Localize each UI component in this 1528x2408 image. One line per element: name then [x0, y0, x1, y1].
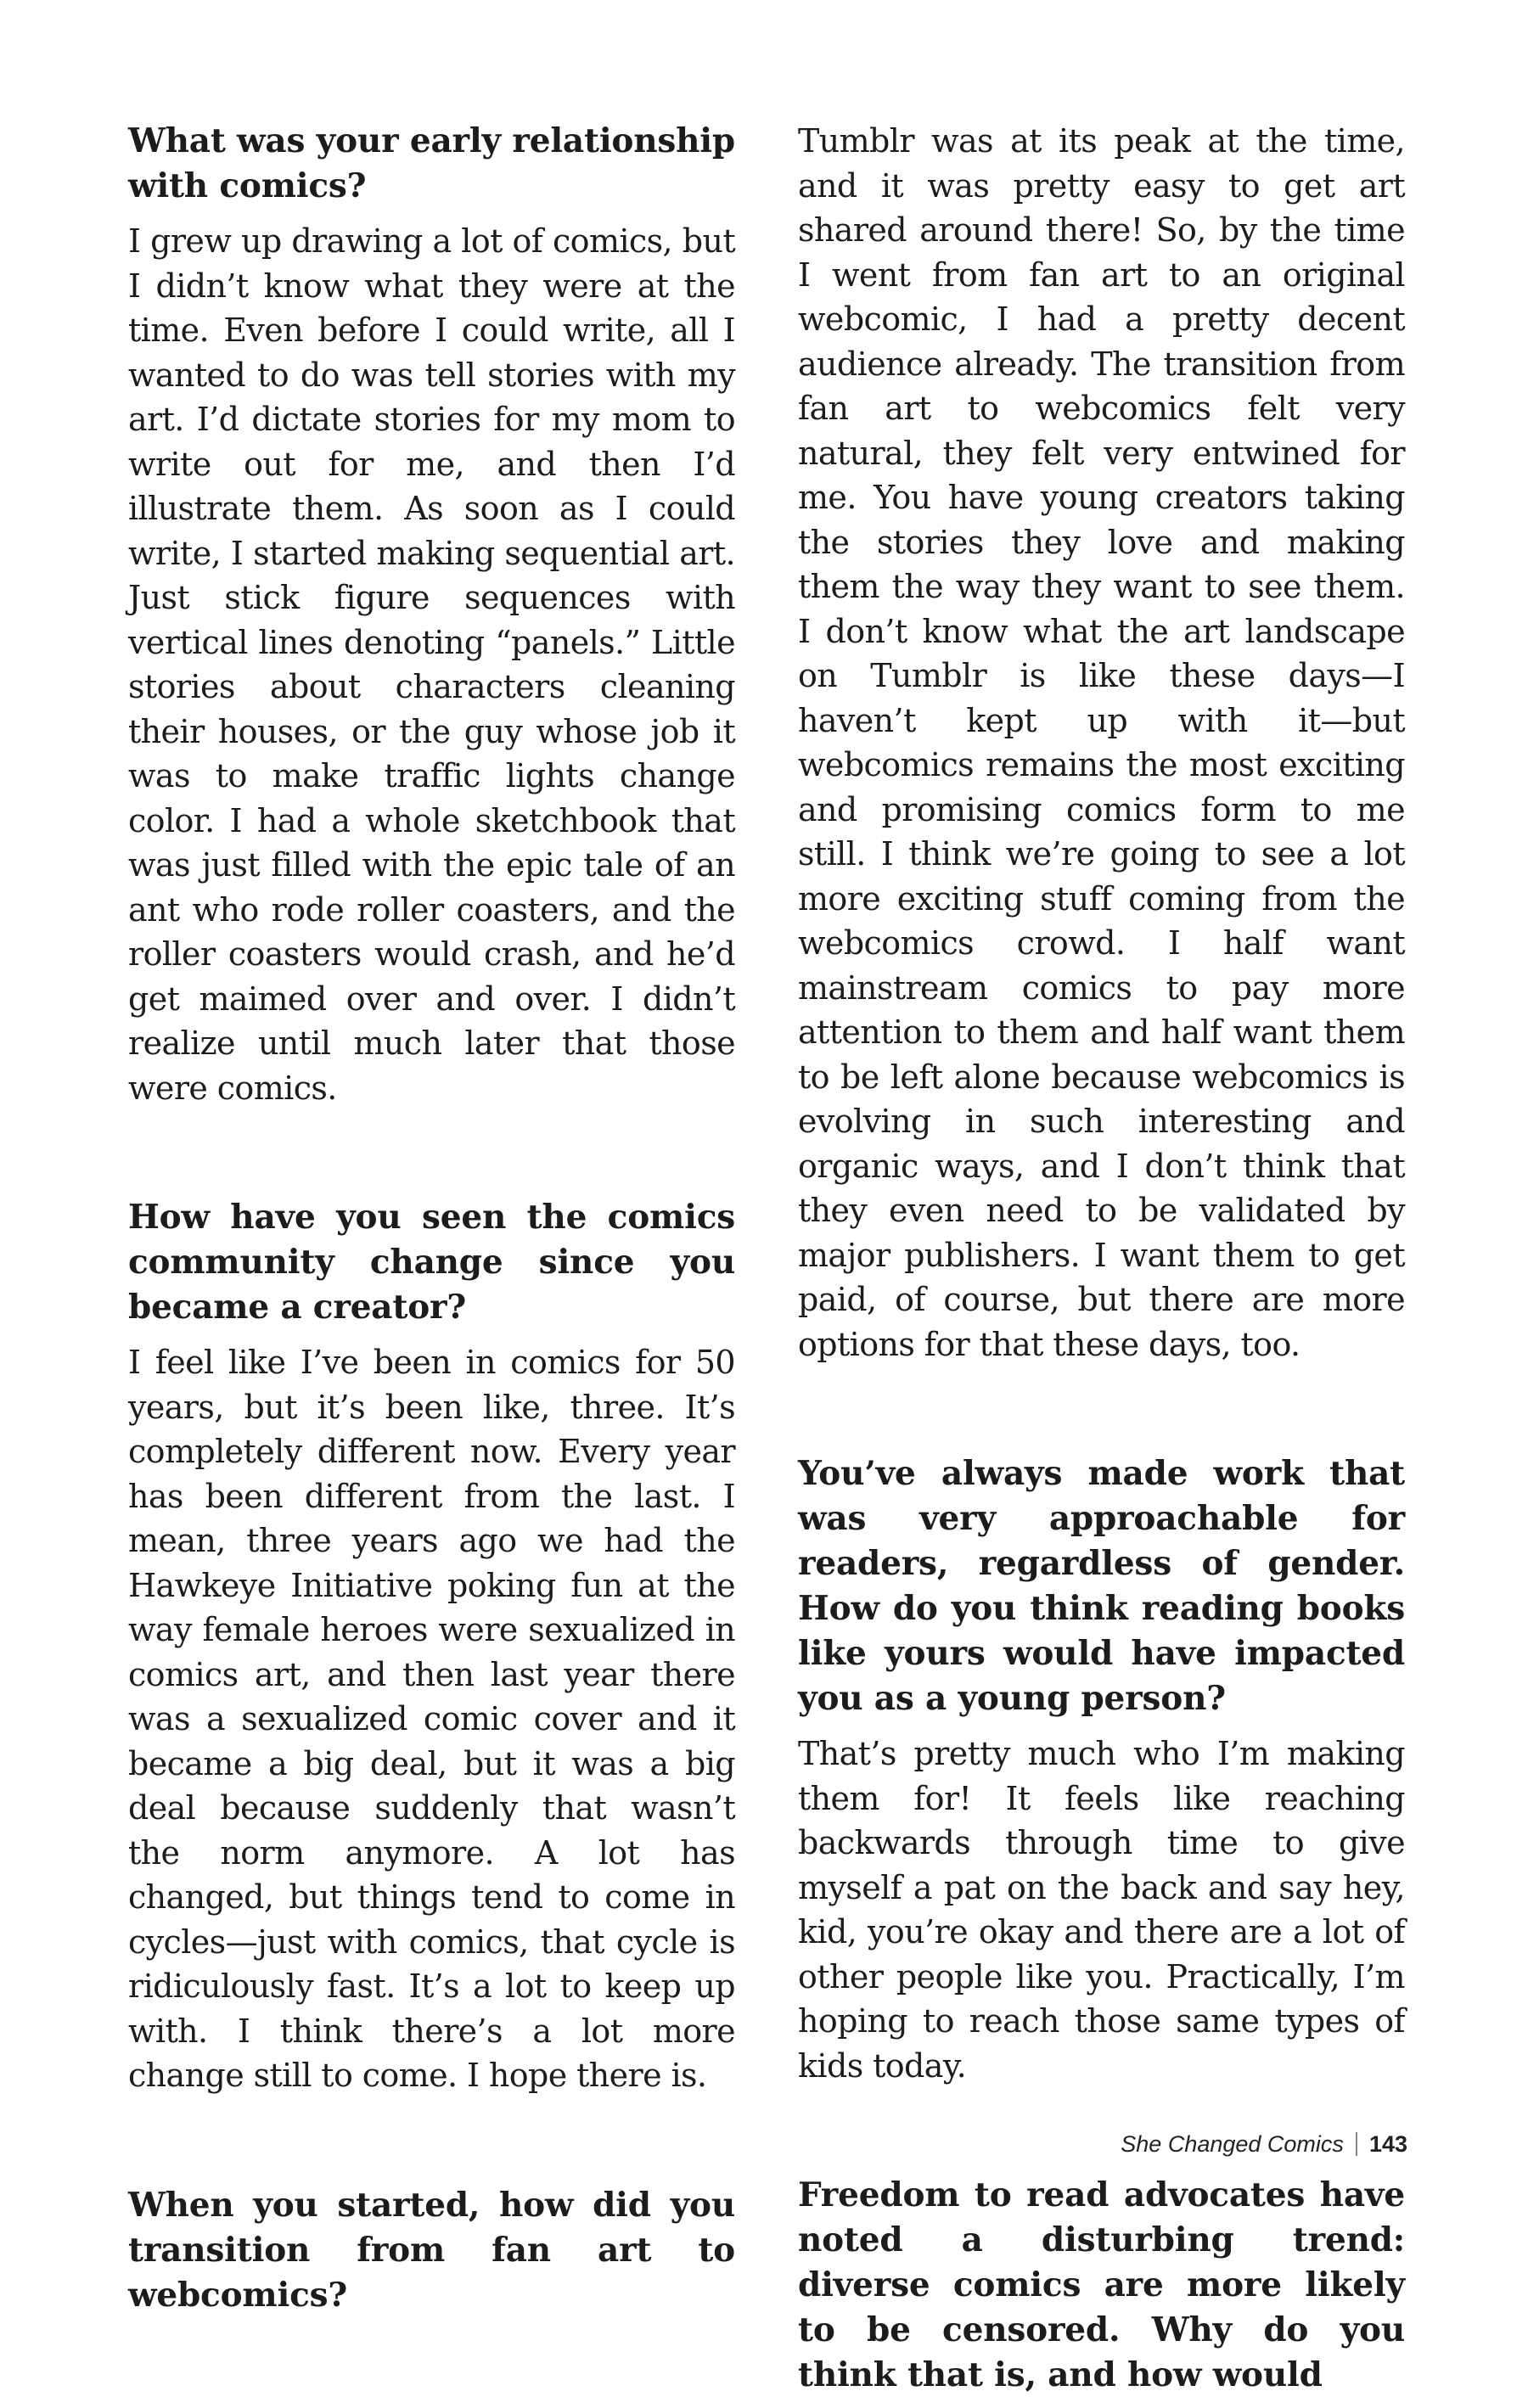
question-freedom-to-read: Freedom to read advocates have noted a disturbing trend: diverse comics are more likely to be censored. Why do you think that is, and how would: [798, 2175, 1405, 2394]
section-gap: [128, 1110, 735, 1195]
answer-fan-art-transition: Tumblr was at its peak at the time, and it was pretty easy to get art shared around there! So, by the time I went from fan art to an original webcomic, I had a pretty decent audience already. The transition from fan art to webcomics felt very natural, they felt very entwined for me. You have young creators taking the stories they love and making them the way they want to see them. I don’t know what the art landscape on Tumblr is like these days—I haven’t kept up with it—but webcomics remains the most exciting and promising comics form to me still. I think we’re going to see a lot more exciting stuff coming from the webcomics crowd. I half want mainstream comics to pay more attention to them and half want them to be left alone because webcomics is evolving in such interesting and organic ways, and I don’t think that they even need to be validated by major publishers. I want them to get paid, of course, but there are more options for that these days, too.: [798, 122, 1405, 1363]
section-gap: [128, 2098, 735, 2183]
question-fan-art-transition: When you started, how did you transition from fan art to webcomics?: [128, 2185, 735, 2315]
answer-approachable-work: That’s pretty much who I’m making them for! It feels like reaching backwards through time to give myself a pat on the back and say hey, kid, you’re okay and there are a lot of other people like you. Practically, I’m hoping to reach those same types of kids today.: [798, 1735, 1405, 2085]
page-footer: [1121, 2129, 1407, 2159]
left-column: [128, 119, 735, 2328]
question-approachable-work: You’ve always made work that was very approachable for readers, regardless of gender. How do you think reading books like yours would have impacted you as a young person?: [798, 1454, 1405, 1718]
answer-early-relationship: I grew up drawing a lot of comics, but I didn’t know what they were at the time. Even before I could write, all I wanted to do was tell stories with my art. I’d dictate stories for my mom to write out for me, and then I’d illustrate them. As soon as I could write, I started making sequential art. Just stick figure sequences with vertical lines denoting “panels.” Little stories about characters cleaning their houses, or the guy whose job it was to make traffic lights change color. I had a whole sketchbook that was just filled with the epic tale of an ant who rode roller coasters, and the roller coasters would crash, and he’d get maimed over and over. I didn’t realize until much later that those were comics.: [128, 222, 735, 1107]
section-gap: [798, 1367, 1405, 1451]
footer-divider: [1356, 2132, 1357, 2156]
question-community-change: How have you seen the comics community change since you became a creator?: [128, 1198, 735, 1327]
answer-community-change: I feel like I’ve been in comics for 50 years, but it’s been like, three. It’s completely different now. Every year has been different from the last. I mean, three years ago we had the Hawkeye Initiative poking fun at the way female heroes were sexualized in comics art, and then last year there was a sexualized comic cover and it became a big deal, but it was a big deal because suddenly that wasn’t the norm anymore. A lot has changed, but things tend to come in cycles—just with comics, that cycle is ridiculously fast. It’s a lot to keep up with. I think there’s a lot more change still to come. I hope there is.: [128, 1344, 735, 2094]
question-early-relationship: What was your early relationship with comics?: [128, 121, 735, 205]
running-title: She Changed Comics: [1121, 2131, 1344, 2157]
page-number: 143: [1368, 2131, 1407, 2157]
right-column: [798, 119, 1405, 2408]
